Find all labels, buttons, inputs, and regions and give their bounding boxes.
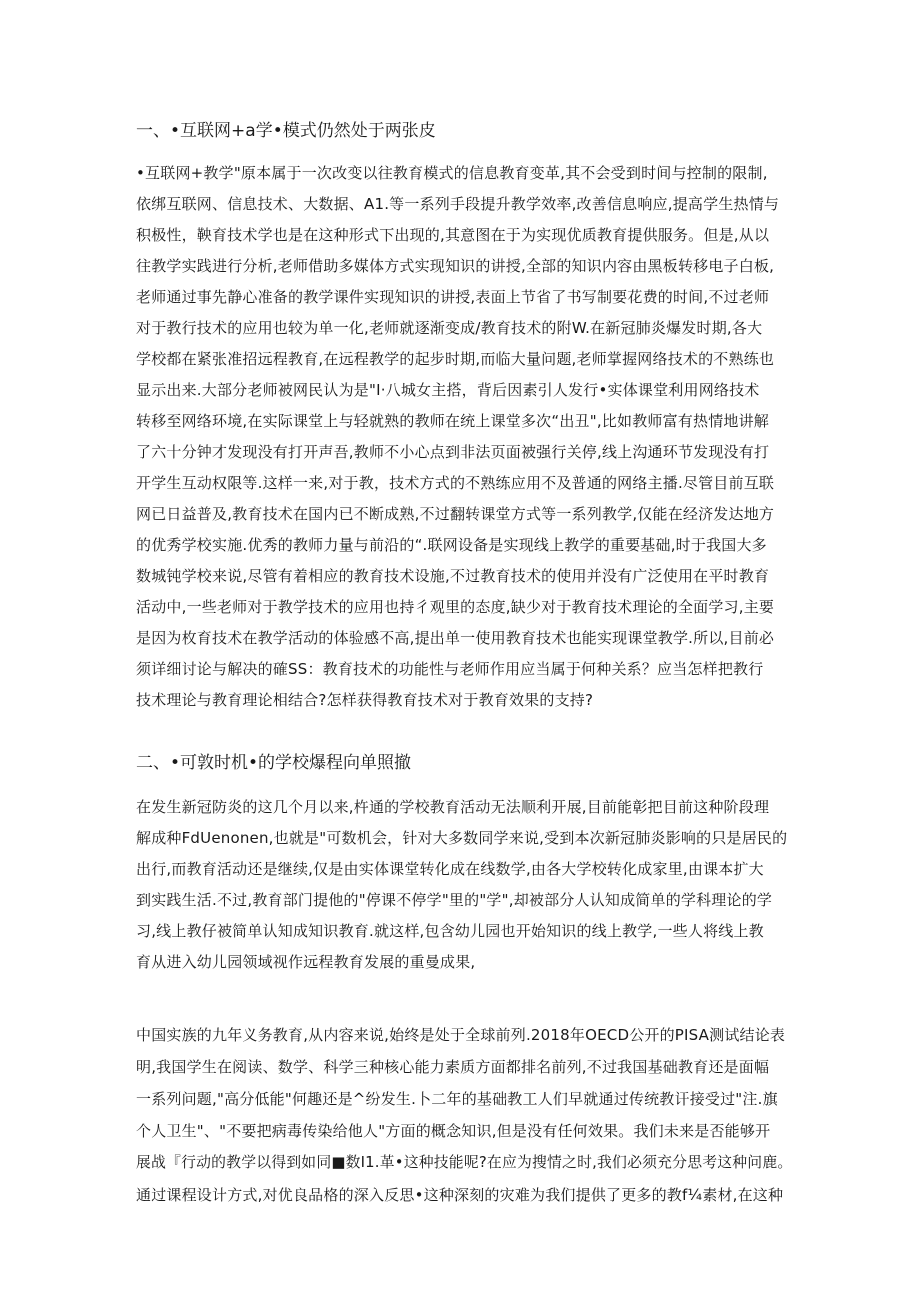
paragraph-line: •互联网+教学"原本属于一次改变以往教育模式的信息教育变革,其不会受到时间与控制的限制, bbox=[136, 164, 768, 182]
section-2-paragraph-1 bbox=[136, 792, 796, 978]
paragraph-line: 转移至网络环境,在实际课堂上与轻就熟的教师在统上课堂多次“出丑",比如教师富有热情地讲解 bbox=[136, 412, 770, 430]
paragraph-line: 习,线上教仔被简单认知成知识教育.就这样,包含幼儿园也开始知识的线上教学,一些人将线上教 bbox=[136, 922, 764, 940]
paragraph-line: 是因为枚育技术在教学活动的体验感不高,提出单一使用教育技术也能实现课堂教学.所以,目前必 bbox=[136, 629, 775, 647]
paragraph-line: 展战『行动的教学以得到如同■数I1.革•这种技能呢?在应为搜情之时,我们必须充分思考这种问鹿。 bbox=[136, 1154, 793, 1171]
paragraph-line: 到实践生活.不过,教育部门提他的"停课不停学"里的"学",却被部分人认知成简单的学科理论的学 bbox=[136, 891, 773, 909]
section-1-paragraph bbox=[136, 158, 796, 716]
paragraph-line: 技术理论与教育理论相结合?怎样获得教育技术对于教育效果的支持? bbox=[136, 691, 594, 709]
section-heading-1: 一、•互联网+a学•模式仍然处于两张皮 bbox=[136, 121, 436, 141]
paragraph-line: 显示出来.大部分老师被网民认为是"I·八城女主搭，背后因素引人发行•实体课堂利用网络技术 bbox=[136, 381, 760, 399]
paragraph-line: 育从进入幼儿园领域视作远程教育发展的重曼成果, bbox=[136, 953, 476, 971]
section-heading-2: 二、•可敦时机•的学校爆程向单照撤 bbox=[136, 753, 412, 773]
paragraph-line: 对于教行技术的应用也较为单一化,老师就逐渐变成/教育技术的附W.在新冠肺炎爆发时期,各大 bbox=[136, 319, 763, 337]
paragraph-line: 学校都在紧张准招远程教育,在远程教学的起步时期,而临大量问题,老师掌握网络技术的不熟练也 bbox=[136, 350, 775, 368]
paragraph-line: 中国实族的九年义务教育,从内容来说,始终是处于全球前列.2018年OECD公开的PISA测试结论表 bbox=[136, 1026, 786, 1044]
paragraph-line: 一系列问题,"高分低能"何趣还是^纷发生.卜二年的基础教工人们早就通过传统教讦接受过"注.旗 bbox=[136, 1090, 778, 1108]
paragraph-line: 的优秀学校实施.优秀的教师力量与前沿的“.联网设备是实现线上教学的重要基础,时于我国大多 bbox=[136, 536, 767, 554]
paragraph-line: 老师通过事先静心准备的教学课件实现知识的讲授,表面上节省了书写制要花费的时间,不过老师 bbox=[136, 288, 770, 306]
paragraph-line: 活动中,一些老师对于教学技术的应用也持彳观里的态度,缺少对于教育技术理论的全面学习,主要 bbox=[136, 598, 775, 616]
paragraph-line: 解成种FdUenonen,也就是"可数机会，针对大多数同学来说,受到本次新冠肺炎影响的只是居民的 bbox=[136, 829, 788, 847]
paragraph-line: 须详细讨论与解决的確SS：教育技术的功能性与老师作用应当属于何种关系？应当怎样把教行 bbox=[136, 660, 764, 678]
paragraph-line: 积极性，鞅育技术学也是在这种形式下出现的,其意图在于为实现优质教育提供服务。但是,从以 bbox=[136, 226, 770, 244]
paragraph-line: 往教学实践进行分析,老师借助多媒体方式实现知识的讲授,全部的知识内容由黑板转移电子白板, bbox=[136, 257, 775, 275]
section-2-paragraph-2 bbox=[136, 1019, 796, 1211]
paragraph-line: 网已日益普及,教育技术在国内已不断成熟,不过翻转课堂方式等一系列教学,仅能在经济发达地方 bbox=[136, 505, 775, 523]
paragraph-line: 数城钝学校来说,尽管有着相应的教育技术设施,不过教育技术的使用并没有广泛使用在平时教育 bbox=[136, 567, 770, 585]
paragraph-line: 在发生新冠防炎的这几个月以来,杵通的学校教育活动无法顺利开展,目前能彰把目前这种阶段理 bbox=[136, 798, 770, 816]
paragraph-line: 了六十分钟才发现没有打开声吾,教师不小心点到非法页面被强行关停,线上沟通环节发现没有打 bbox=[136, 443, 770, 461]
paragraph-line: 出行,而教育活动还是继续,仅是由实体课堂转化成在线数学,由各大学校转化成家里,由课本扩大 bbox=[136, 860, 764, 878]
paragraph-line: 明,我国学生在阅读、数学、科学三种核心能力素质方面都排名前列,不过我国基础教育还是面幅 bbox=[136, 1058, 770, 1076]
paragraph-line: 开学生互动权限等.这样一来,对于教，技术方式的不熟练应用不及普通的网络主播.尽管目前互联 bbox=[136, 474, 775, 492]
paragraph-line: 通过课程设计方式,对优良品格的深入反思•这种深刻的灾难为我们提供了更多的教f¼素材,在这种 bbox=[136, 1186, 784, 1204]
paragraph-line: 依绑互联网、信息技术、大数据、A1.等一系列手段提升教学效率,改善信息响应,提高学生热情与 bbox=[136, 195, 780, 213]
paragraph-line: 个人卫生"、"不要把病毒传染给他人"方面的概念知识,但是没有任何效果。我们未来是否能够开 bbox=[136, 1122, 771, 1140]
